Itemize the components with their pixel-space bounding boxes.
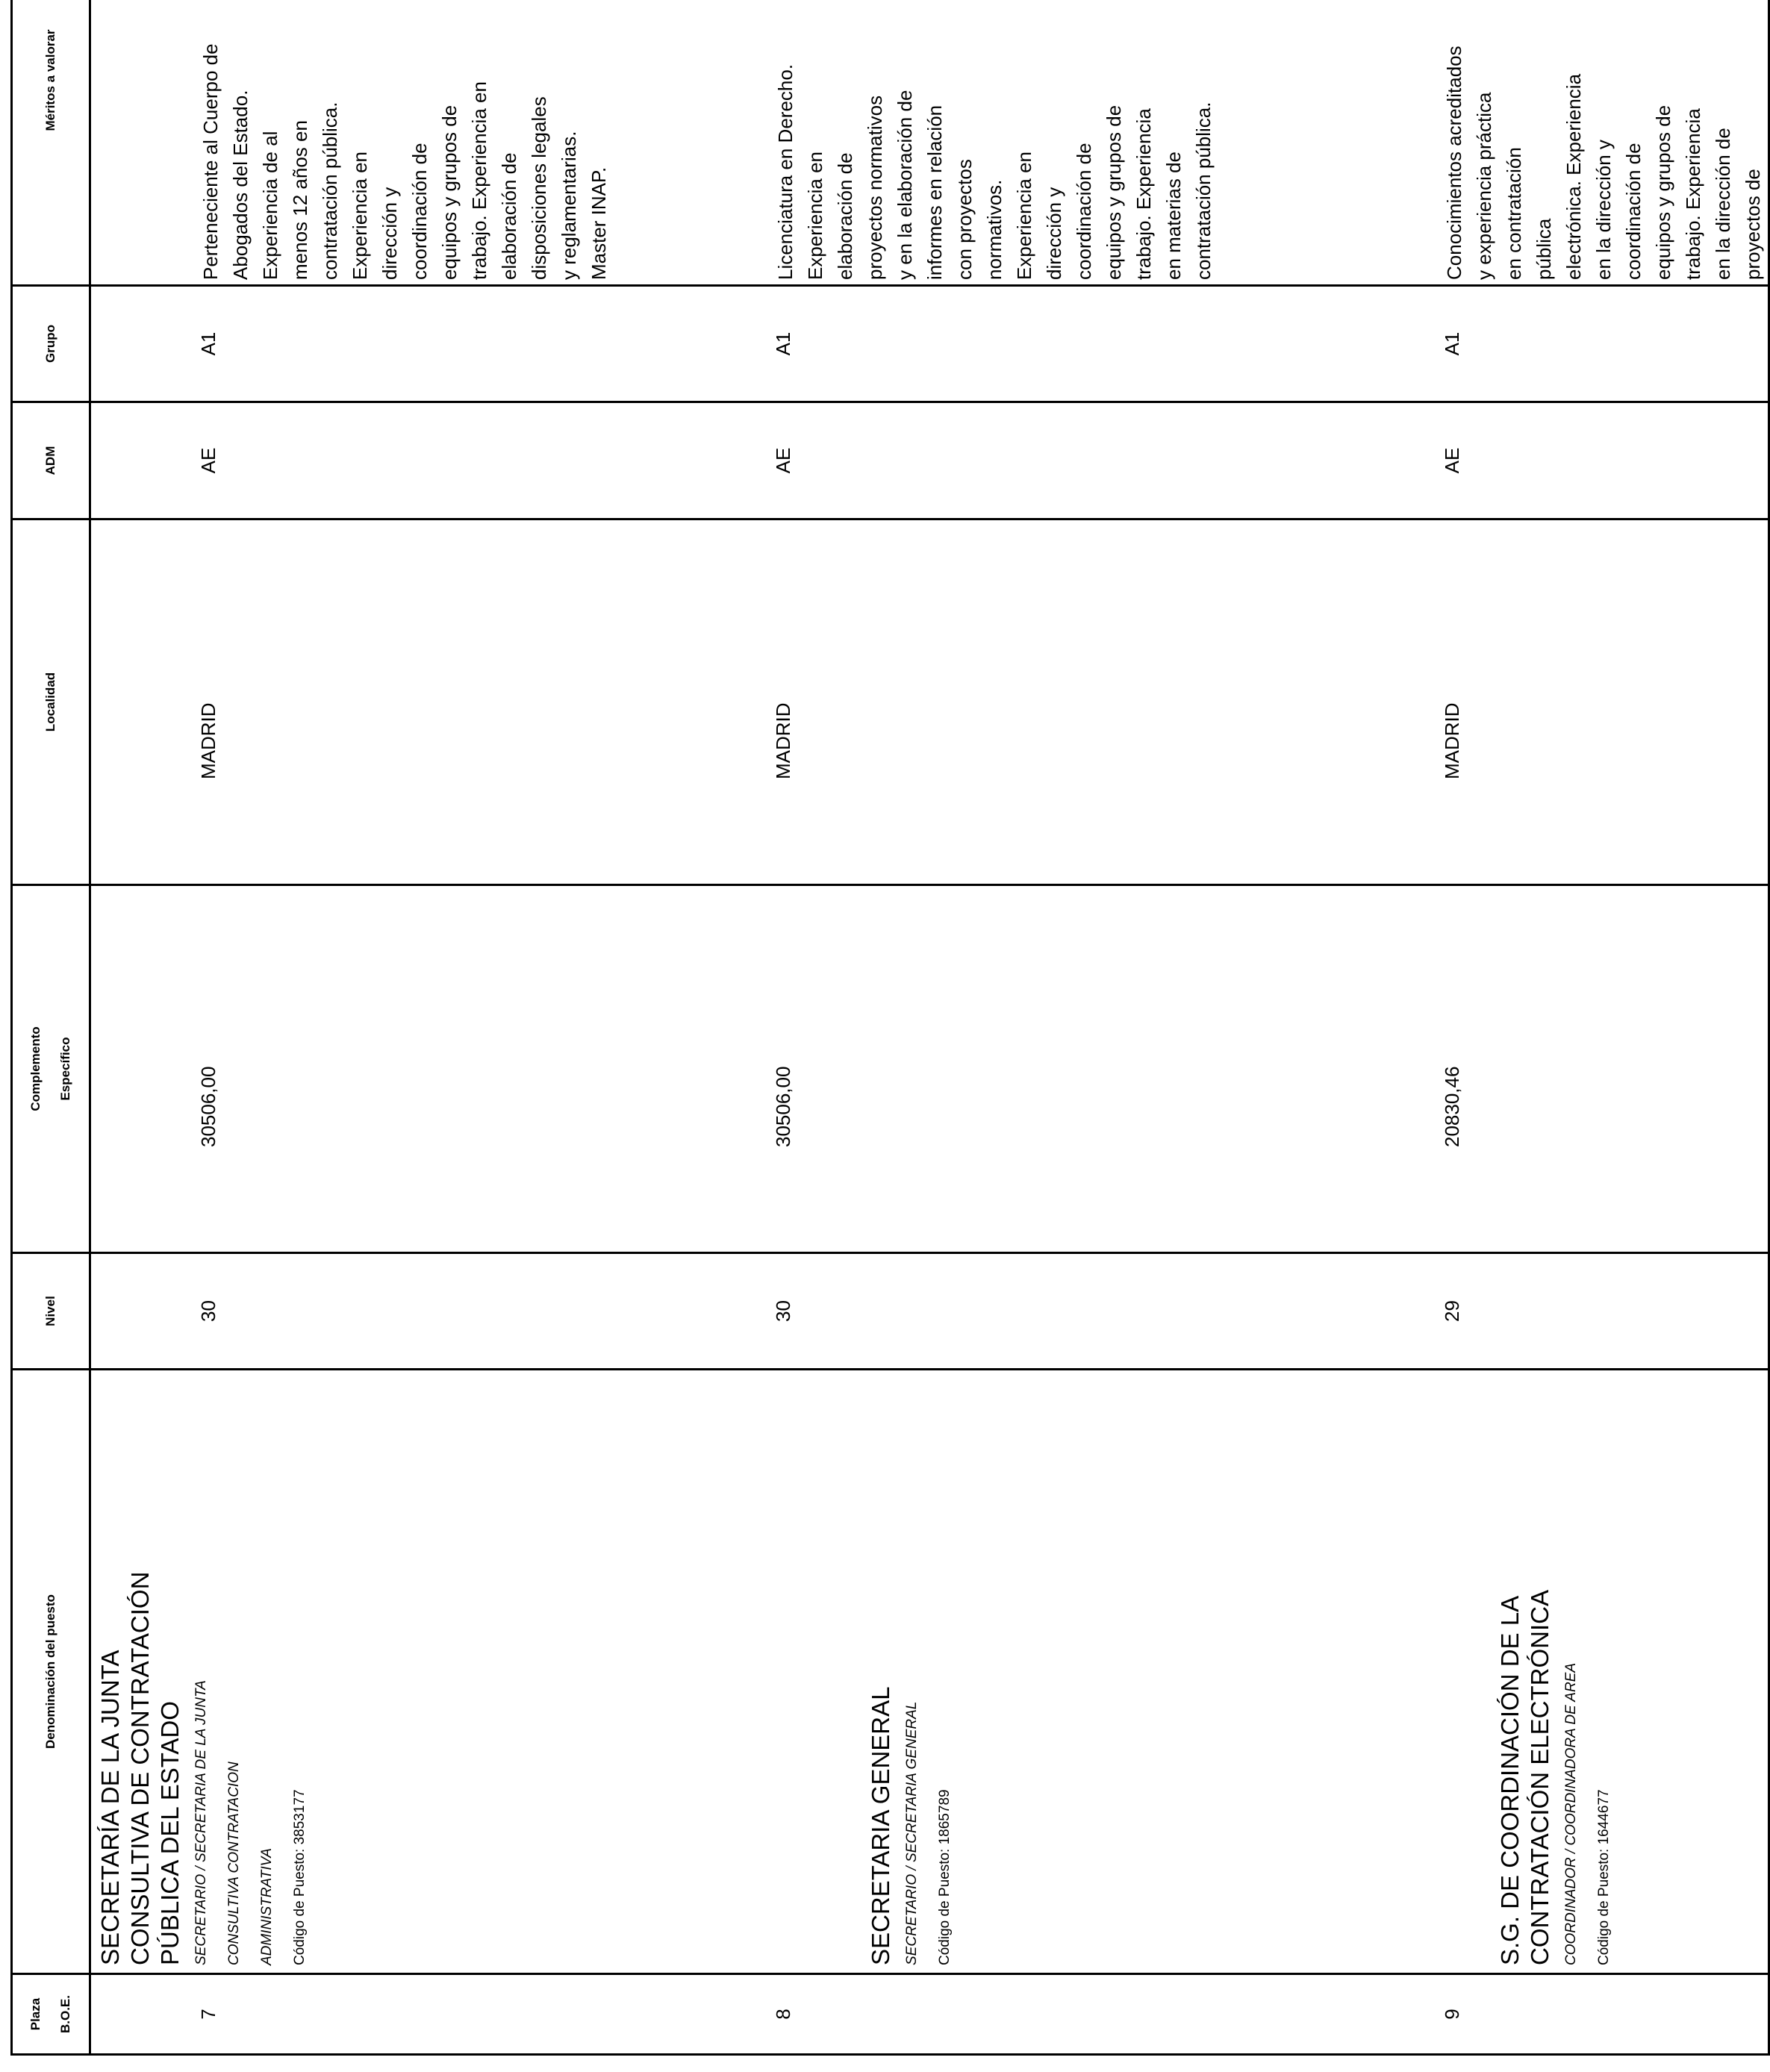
meritos-cell: Perteneciente al Cuerpo de Abogados del Estado. Experiencia de al menos 12 años en contratación pública. Experiencia en dirección y coordinación de equipos y grupos de trabajo. Experiencia en elaboración de disposiciones legales y reglamentarias. Master INAP. <box>90 0 667 286</box>
position-description: COORDINADOR / COORDINADORA DE AREA <box>1563 1662 1579 1965</box>
complemento-cell: 20830,46 <box>1335 885 1769 1253</box>
denominacion-cell <box>1335 1370 1769 1974</box>
meritos-cell: Licenciatura en Derecho. Experiencia en elaboración de proyectos normativos y en la elaboración de informes en relación con proyectos normativos. Experiencia en dirección y coordinación de equipos y grupos de trabajo. Experiencia en materias de contratación pública. <box>666 0 1335 286</box>
unit-title: SECRETARIA GENERAL <box>867 1686 894 1965</box>
unit-title: SECRETARÍA DE LA JUNTA CONSULTIVA DE CONTRATACIÓN PÚBLICA DEL ESTADO <box>96 1571 184 1965</box>
position-code: Código de Puesto: 1865789 <box>937 1789 953 1965</box>
nivel-cell: 29 <box>1335 1253 1769 1370</box>
plaza-cell: 8 <box>666 1974 1335 2055</box>
position-description: SECRETARIO / SECRETARIA GENERAL <box>904 1701 920 1965</box>
meritos-cell: Conocimientos acreditados y experiencia práctica en contratación pública electrónica. Experiencia en la dirección y coordinación de equipos y grupos de trabajo. Experiencia en la dirección de proyectos de <box>1335 0 1769 286</box>
header-row <box>12 0 90 2055</box>
header-localidad: Localidad <box>12 519 90 885</box>
localidad-cell: MADRID <box>1335 519 1769 885</box>
nivel-cell: 30 <box>666 1253 1335 1370</box>
position-description: SECRETARIO / SECRETARIA DE LA JUNTA CONSULTIVA CONTRATACION ADMINISTRATIVA <box>193 1680 275 1965</box>
localidad-cell: MADRID <box>90 519 667 885</box>
complemento-cell: 30506,00 <box>90 885 667 1253</box>
header-denominacion: Denominación del puesto <box>12 1370 90 1974</box>
denominacion-cell <box>666 1370 1335 1974</box>
header-adm: ADM <box>12 402 90 519</box>
plaza-cell: 7 <box>90 1974 667 2055</box>
grupo-cell: A1 <box>1335 286 1769 402</box>
header-meritos: Méritos a valorar <box>12 0 90 286</box>
nivel-cell: 30 <box>90 1253 667 1370</box>
header-plaza: Plaza B.O.E. <box>12 1974 90 2055</box>
job-positions-table <box>10 0 1770 2056</box>
unit-title: S.G. DE COORDINACIÓN DE LA CONTRATACIÓN ELECTRÓNICA <box>1496 1590 1554 1965</box>
rotated-page <box>10 10 1764 2056</box>
table-row <box>666 0 1335 2055</box>
table-row <box>1335 0 1769 2055</box>
adm-cell: AE <box>90 402 667 519</box>
adm-cell: AE <box>666 402 1335 519</box>
table-row <box>90 0 667 2055</box>
position-code: Código de Puesto: 3853177 <box>292 1789 308 1965</box>
complemento-cell: 30506,00 <box>666 885 1335 1253</box>
adm-cell: AE <box>1335 402 1769 519</box>
grupo-cell: A1 <box>666 286 1335 402</box>
denominacion-cell <box>90 1370 667 1974</box>
plaza-cell: 9 <box>1335 1974 1769 2055</box>
position-code: Código de Puesto: 1644677 <box>1596 1789 1612 1965</box>
header-nivel: Nivel <box>12 1253 90 1370</box>
grupo-cell: A1 <box>90 286 667 402</box>
header-grupo: Grupo <box>12 286 90 402</box>
localidad-cell: MADRID <box>666 519 1335 885</box>
header-complemento: Complemento Específico <box>12 885 90 1253</box>
